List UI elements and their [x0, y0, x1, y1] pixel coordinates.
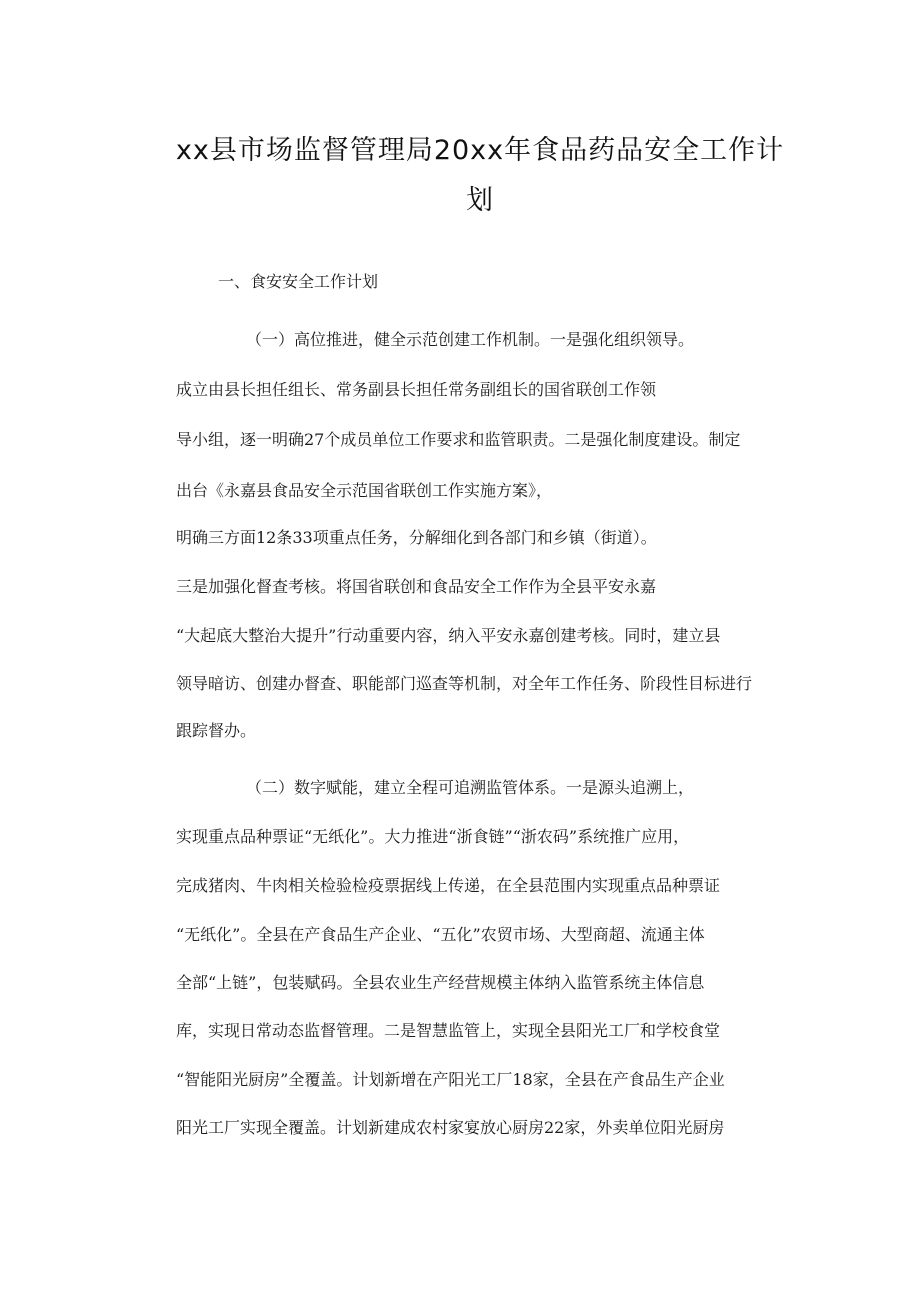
paragraph-line: 库，实现日常动态监督管理。二是智慧监管上，实现全县阳光工厂和学校食堂	[176, 1021, 721, 1040]
paragraph-line: 出台《永嘉县食品安全示范国省联创工作实施方案》，	[176, 481, 553, 500]
section-heading: 一、食安安全工作计划	[218, 272, 379, 291]
paragraph-line: 领导暗访、创建办督查、职能部门巡查等机制，对全年工作任务、阶段性目标进行	[176, 674, 753, 693]
paragraph-line: 导小组，逐一明确27个成员单位工作要求和监管职责。二是强化制度建设。制定	[176, 430, 741, 449]
paragraph-line: 成立由县长担任组长、常务副县长担任常务副组长的国省联创工作领	[176, 380, 657, 399]
paragraph-line: 跟踪督办。	[176, 721, 257, 740]
paragraph-line: 全部“上链”，包装赋码。全县农业生产经营规模主体纳入监管系统主体信息	[176, 973, 705, 992]
subsection-heading-2: （二）数字赋能，建立全程可追溯监管体系。一是源头追溯上，	[246, 778, 695, 797]
paragraph-line: 完成猪肉、牛肉相关检验检疫票据线上传递，在全县范围内实现重点品种票证	[176, 876, 721, 895]
paragraph-line: 阳光工厂实现全覆盖。计划新建成农村家宴放心厨房22家，外卖单位阳光厨房	[176, 1118, 725, 1137]
paragraph-line: “智能阳光厨房”全覆盖。计划新增在产阳光工厂18家，全县在产食品生产企业	[176, 1070, 725, 1089]
paragraph-line: “大起底大整治大提升”行动重要内容，纳入平安永嘉创建考核。同时，建立县	[176, 626, 721, 645]
paragraph-line: 三是加强化督查考核。将国省联创和食品安全工作作为全县平安永嘉	[176, 577, 657, 596]
paragraph-line: “无纸化”。全县在产食品生产企业、“五化”农贸市场、大型商超、流通主体	[176, 925, 705, 944]
document-title-line-2: 划	[466, 185, 494, 216]
paragraph-line: 明确三方面12条33项重点任务，分解细化到各部门和乡镇（街道）。	[176, 528, 657, 547]
document-title-line-1: xx县市场监督管理局20xx年食品药品安全工作计	[175, 135, 785, 166]
paragraph-line: 实现重点品种票证“无纸化”。大力推进“浙食链”“浙农码”系统推广应用，	[176, 827, 690, 846]
subsection-heading-1: （一）高位推进，健全示范创建工作机制。一是强化组织领导。	[246, 330, 695, 349]
